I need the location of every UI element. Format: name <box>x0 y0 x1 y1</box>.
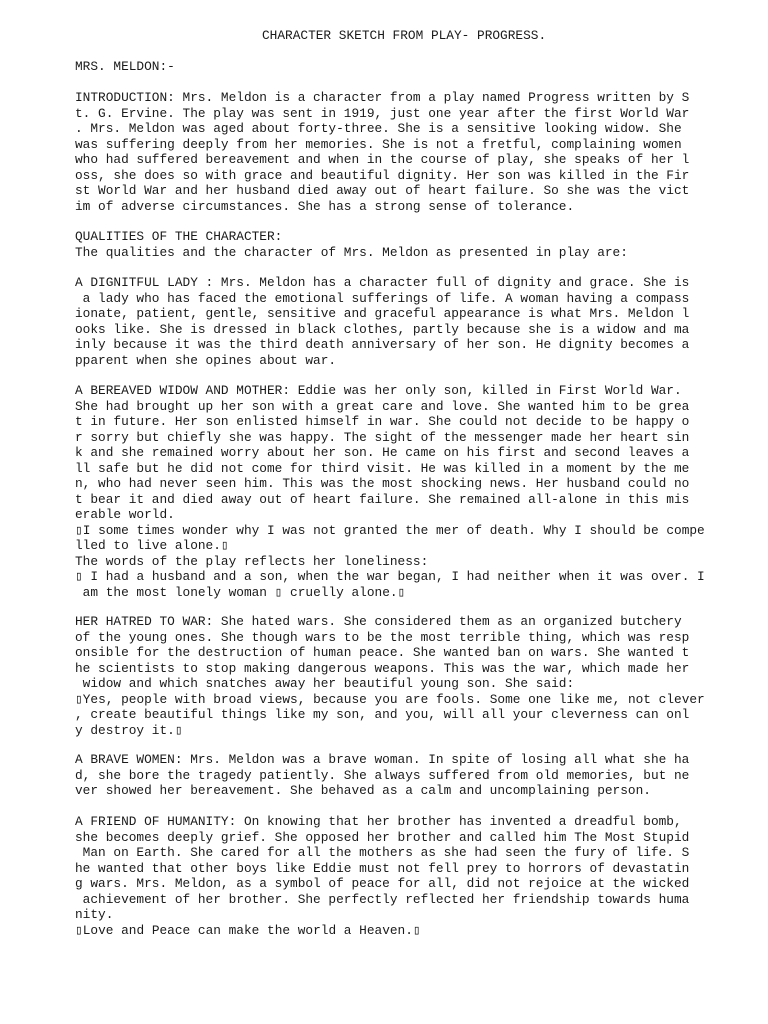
text-line: t. G. Ervine. The play was sent in 1919, just one year after the first World War <box>75 105 690 121</box>
text-line: Man on Earth. She cared for all the mothers as she had seen the fury of life. S <box>75 845 690 860</box>
text-line: t in future. Her son enlisted himself in war. She could not decide to be happy o <box>75 414 690 429</box>
quote-line: y destroy it.▯ <box>75 722 183 738</box>
text-line: INTRODUCTION: Mrs. Meldon is a character from a play named Progress written by S <box>75 90 690 105</box>
text-line: ionate, patient, gentle, sensitive and graceful appearance is what Mrs. Meldon l <box>75 306 690 321</box>
text-line: g wars. Mrs. Meldon, as a symbol of peace for all, did not rejoice at the wicked <box>75 876 690 891</box>
text-line: onsible for the destruction of human peace. She wanted ban on wars. She wanted t <box>75 645 690 660</box>
character-heading: MRS. MELDON:- <box>75 59 175 74</box>
text-line: The qualities and the character of Mrs. Meldon as presented in play are: <box>75 244 628 260</box>
text-line: A FRIEND OF HUMANITY: On knowing that her brother has invented a dreadful bomb, <box>75 814 682 829</box>
quote-line: am the most lonely woman ▯ cruelly alone.▯ <box>75 584 406 600</box>
text-line: he scientists to stop making dangerous weapons. This was the war, which made her <box>75 660 690 676</box>
text-line: was suffering deeply from her memories. She is not a fretful, complaining women <box>75 136 682 152</box>
text-line: a lady who has faced the emotional sufferings of life. A woman having a compass <box>75 290 690 306</box>
text-line: ver showed her bereavement. She behaved as a calm and uncomplaining person. <box>75 783 651 798</box>
quote-line: ▯ I had a husband and a son, when the war began, I had neither when it was over. I <box>75 569 705 584</box>
text-line: . Mrs. Meldon was aged about forty-three. She is a sensitive looking widow. She <box>75 121 682 136</box>
text-line: A BRAVE WOMEN: Mrs. Meldon was a brave woman. In spite of losing all what she ha <box>75 752 690 767</box>
quote-line: ▯Love and Peace can make the world a Heaven.▯ <box>75 922 421 938</box>
text-line: im of adverse circumstances. She has a strong sense of tolerance. <box>75 198 575 214</box>
text-line: inly because it was the third death anniversary of her son. He dignity becomes a <box>75 337 690 352</box>
text-line: HER HATRED TO WAR: She hated wars. She considered them as an organized butchery <box>75 614 682 629</box>
section-heading: QUALITIES OF THE CHARACTER: <box>75 229 283 244</box>
text-line: widow and which snatches away her beautiful young son. She said: <box>75 676 575 691</box>
text-line: A DIGNITFUL LADY : Mrs. Meldon has a character full of dignity and grace. She is <box>75 275 690 290</box>
quote-line: ▯I some times wonder why I was not granted the mer of death. Why I should be compe <box>75 522 705 538</box>
text-line: achievement of her brother. She perfectly reflected her friendship towards huma <box>75 891 690 907</box>
text-line: ll safe but he did not come for third visit. He was killed in a moment by the me <box>75 460 690 476</box>
text-line: he wanted that other boys like Eddie must not fell prey to horrors of devastatin <box>75 860 690 876</box>
text-line: The words of the play reflects her loneliness: <box>75 553 429 569</box>
text-line: n, who had never seen him. This was the most shocking news. Her husband could no <box>75 476 690 491</box>
text-line: k and she remained worry about her son. He came on his first and second leaves a <box>75 445 690 460</box>
text-line: A BEREAVED WIDOW AND MOTHER: Eddie was her only son, killed in First World War. <box>75 383 682 398</box>
text-line: she becomes deeply grief. She opposed her brother and called him The Most Stupid <box>75 829 690 845</box>
document-title: CHARACTER SKETCH FROM PLAY- PROGRESS. <box>262 28 547 43</box>
text-line: who had suffered bereavement and when in the course of play, she speaks of her l <box>75 152 690 167</box>
text-line: ooks like. She is dressed in black clothes, partly because she is a widow and ma <box>75 321 690 337</box>
text-line: nity. <box>75 907 114 922</box>
quote-line: , create beautiful things like my son, and you, will all your cleverness can onl <box>75 707 690 722</box>
quote-line: lled to live alone.▯ <box>75 538 229 553</box>
text-line: pparent when she opines about war. <box>75 352 337 368</box>
text-line: oss, she does so with grace and beautiful dignity. Her son was killed in the Fir <box>75 167 690 183</box>
quote-line: ▯Yes, people with broad views, because you are fools. Some one like me, not clever <box>75 691 705 707</box>
text-line: d, she bore the tragedy patiently. She always suffered from old memories, but ne <box>75 767 690 783</box>
text-line: of the young ones. She though wars to be the most terrible thing, which was resp <box>75 629 690 645</box>
text-line: She had brought up her son with a great care and love. She wanted him to be grea <box>75 398 690 414</box>
text-line: t bear it and died away out of heart failure. She remained all-alone in this mis <box>75 491 690 507</box>
text-line: erable world. <box>75 507 175 522</box>
text-line: st World War and her husband died away out of heart failure. So she was the vict <box>75 183 690 198</box>
text-line: r sorry but chiefly she was happy. The sight of the messenger made her heart sin <box>75 429 690 445</box>
